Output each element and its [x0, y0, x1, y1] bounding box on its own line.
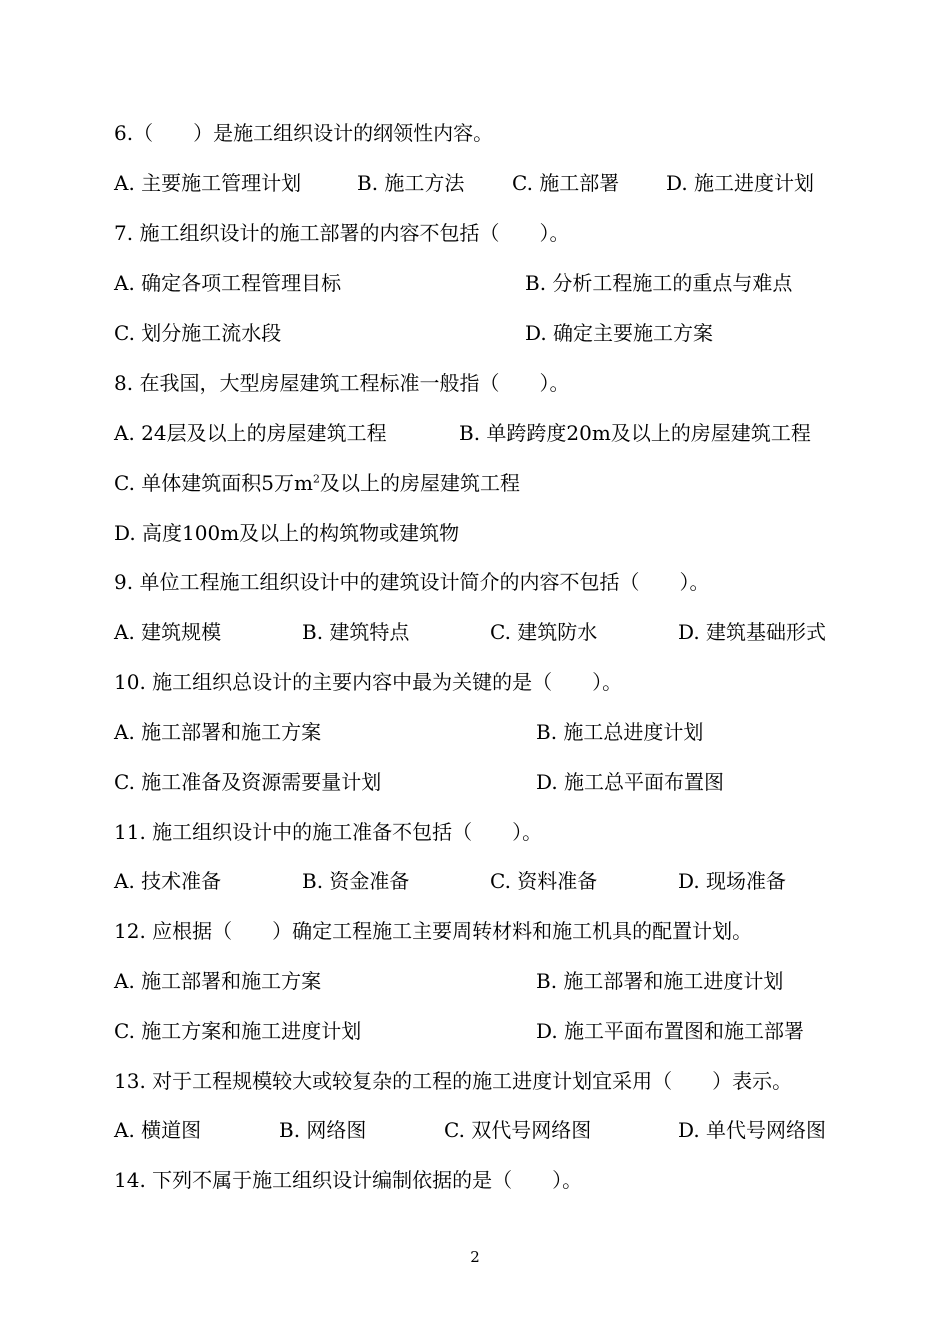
question-11-option-a: A. 技术准备 — [114, 869, 222, 893]
question-7-option-c: C. 划分施工流水段 — [114, 321, 282, 345]
question-9-stem: 9. 单位工程施工组织设计中的建筑设计简介的内容不包括（ ）。 — [114, 570, 710, 594]
question-9-option-a: A. 建筑规模 — [114, 620, 222, 644]
question-12-option-a: A. 施工部署和施工方案 — [114, 969, 322, 993]
question-9-option-c: C. 建筑防水 — [490, 620, 598, 644]
question-11-stem: 11. 施工组织设计中的施工准备不包括（ ）。 — [114, 820, 543, 844]
question-8-option-d: D. 高度100m及以上的构筑物或建筑物 — [114, 521, 460, 545]
question-12-option-d: D. 施工平面布置图和施工部署 — [536, 1019, 805, 1043]
question-14-stem: 14. 下列不属于施工组织设计编制依据的是（ ）。 — [114, 1168, 583, 1192]
question-10-option-c: C. 施工准备及资源需要量计划 — [114, 770, 382, 794]
superscript-2: 2 — [313, 472, 320, 486]
question-6-stem: 6.（ ）是施工组织设计的纲领性内容。 — [114, 121, 494, 145]
question-6-option-a: A. 主要施工管理计划 — [114, 171, 302, 195]
question-8-option-b: B. 单跨跨度20m及以上的房屋建筑工程 — [459, 421, 811, 445]
question-6-option-b: B. 施工方法 — [357, 171, 465, 195]
question-7-option-a: A. 确定各项工程管理目标 — [114, 271, 342, 295]
question-6-option-c: C. 施工部署 — [512, 171, 620, 195]
question-12-option-c: C. 施工方案和施工进度计划 — [114, 1019, 362, 1043]
question-7-stem: 7. 施工组织设计的施工部署的内容不包括（ ）。 — [114, 221, 570, 245]
question-11-option-d: D. 现场准备 — [678, 869, 787, 893]
question-8-option-a: A. 24层及以上的房屋建筑工程 — [114, 421, 387, 445]
question-13-option-c: C. 双代号网络图 — [444, 1118, 592, 1142]
question-10-option-d: D. 施工总平面布置图 — [536, 770, 725, 794]
question-7-option-b: B. 分析工程施工的重点与难点 — [525, 271, 793, 295]
question-7-option-d: D. 确定主要施工方案 — [525, 321, 714, 345]
question-13-option-a: A. 横道图 — [114, 1118, 202, 1142]
question-8-option-c-rest: 及以上的房屋建筑工程 — [320, 471, 520, 495]
question-8-option-c — [114, 468, 520, 498]
question-8-option-c-text: C. 单体建筑面积5万m — [114, 471, 313, 495]
question-12-stem: 12. 应根据（ ）确定工程施工主要周转材料和施工机具的配置计划。 — [114, 919, 753, 943]
question-13-stem: 13. 对于工程规模较大或较复杂的工程的施工进度计划宜采用（ ）表示。 — [114, 1069, 793, 1093]
question-9-option-d: D. 建筑基础形式 — [678, 620, 827, 644]
question-10-option-b: B. 施工总进度计划 — [536, 720, 704, 744]
question-9-option-b: B. 建筑特点 — [302, 620, 410, 644]
question-11-option-b: B. 资金准备 — [302, 869, 410, 893]
question-10-option-a: A. 施工部署和施工方案 — [114, 720, 322, 744]
question-13-option-d: D. 单代号网络图 — [678, 1118, 827, 1142]
question-10-stem: 10. 施工组织总设计的主要内容中最为关键的是（ ）。 — [114, 670, 623, 694]
question-6-option-d: D. 施工进度计划 — [666, 171, 815, 195]
question-12-option-b: B. 施工部署和施工进度计划 — [536, 969, 784, 993]
question-11-option-c: C. 资料准备 — [490, 869, 598, 893]
question-13-option-b: B. 网络图 — [279, 1118, 367, 1142]
question-8-stem: 8. 在我国，大型房屋建筑工程标准一般指（ ）。 — [114, 371, 570, 395]
page-number: 2 — [470, 1248, 480, 1266]
